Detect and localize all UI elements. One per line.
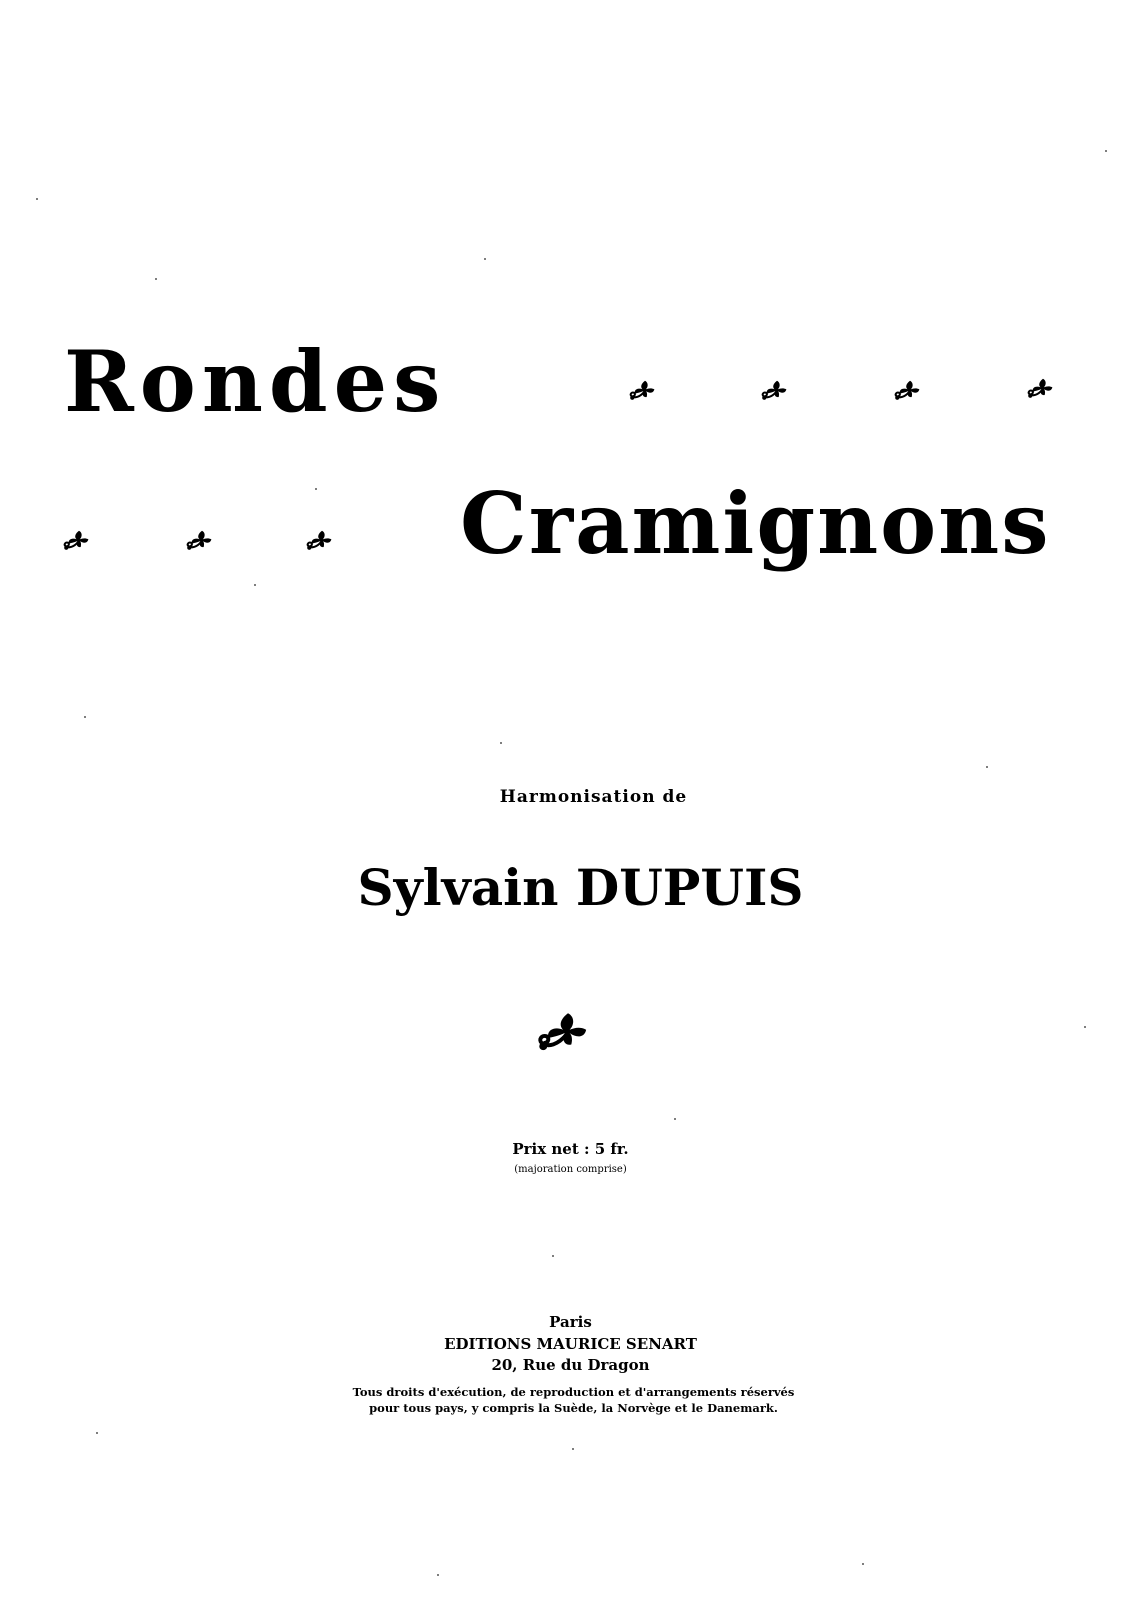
rights-notice-line-2: pour tous pays, y compris la Suède, la Norvège et le Danemark. (369, 1401, 778, 1415)
title-line-2: Cramignons (460, 474, 1051, 573)
scan-speck (862, 1563, 864, 1565)
leaf-fleuron-icon (62, 528, 96, 554)
scan-speck (552, 1255, 554, 1257)
scan-speck (315, 488, 317, 490)
scan-speck (484, 258, 486, 260)
publisher-city: Paris (549, 1313, 592, 1331)
leaf-fleuron-icon (535, 1008, 601, 1058)
harmonisation-label: Harmonisation de (499, 787, 688, 807)
scan-speck (572, 1448, 574, 1450)
price-label: Prix net : 5 fr. (512, 1140, 629, 1158)
leaf-fleuron-icon (305, 528, 339, 554)
leaf-fleuron-icon (760, 378, 794, 404)
scan-speck (1084, 1026, 1086, 1028)
publisher-address: 20, Rue du Dragon (491, 1356, 650, 1374)
scan-speck (84, 716, 86, 718)
leaf-fleuron-icon (628, 378, 662, 404)
leaf-fleuron-icon (893, 378, 927, 404)
scan-speck (500, 742, 502, 744)
scan-speck (1105, 150, 1107, 152)
scan-speck (437, 1574, 439, 1576)
scan-speck (986, 766, 988, 768)
title-line-1: Rondes (64, 332, 447, 431)
rights-notice-line-1: Tous droits d'exécution, de reproduction et d'arrangements réservés (352, 1385, 795, 1399)
price-note: (majoration comprise) (514, 1164, 627, 1175)
leaf-fleuron-icon (185, 528, 219, 554)
scan-speck (96, 1432, 98, 1434)
scan-speck (254, 584, 256, 586)
scan-speck (36, 198, 38, 200)
scan-speck (155, 278, 157, 280)
composer-name: Sylvain DUPUIS (357, 858, 804, 917)
publisher-name: EDITIONS MAURICE SENART (444, 1335, 697, 1353)
leaf-fleuron-icon (1026, 376, 1060, 402)
scan-speck (674, 1118, 676, 1120)
